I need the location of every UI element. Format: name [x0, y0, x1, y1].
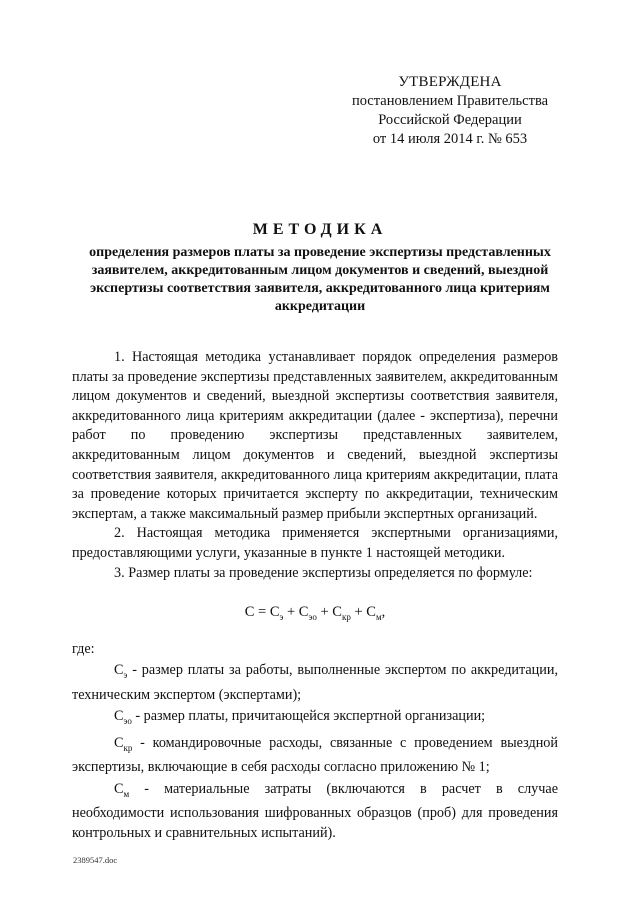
document-body: [72, 348, 558, 843]
paragraph-3: 3. Размер платы за проведение экспертизы определяется по формуле:: [114, 564, 533, 581]
paragraph-2: 2. Настоящая методика применяется экспертными организациями, предоставляющими услуги, указанные в пункте 1 настоящей методики.: [72, 525, 558, 561]
definition-ceo: $С_{эо}$ - размер платы, причитающейся экспертной организации;: [114, 708, 486, 727]
file-name-footer: 2389547.doc: [73, 855, 118, 865]
approval-heading: УТВЕРЖДЕНА: [398, 74, 502, 90]
definition-ce: $С_э$ - размер платы за работы, выполненные экспертом по аккредитации, техническим экспертом (экспертами);: [72, 662, 558, 703]
where-label: где:: [72, 640, 95, 657]
cost-formula: $С = С_э + С_{эо} + С_{кр} + С_м$,: [244, 604, 386, 623]
definition-ckr: $С_{кр}$ - командировочные расходы, связанные с проведением выездной экспертизы, включающие в себя расходы согласно приложению № 1;: [72, 734, 558, 776]
paragraph-1: 1. Настоящая методика устанавливает порядок определения размеров платы за проведение экспертизы представленных заявителем, аккредитованным лицом документов и сведений, выездной экспертизы соответствия заявителя, аккредитованного лица критериям аккредитации (далее - экспертиза), перечни работ по проведению экспертизы представленных заявителем, аккредитованным лицом документов и сведений, выездной экспертизы соответствия заявителя, аккредитованного лица критериям аккредитации, плата за проведение которых причитается эксперту по аккредитации, техническим экспертам, а также максимальный размер прибыли экспертных организаций.: [72, 349, 558, 522]
approval-line-2: Российской Федерации: [378, 112, 522, 128]
definition-cm: $С_м$ - материальные затраты (включаются в расчет в случае необходимости использования шифрованных образцов (проб) для проведения контрольных и сравнительных испытаний).: [72, 780, 558, 841]
approval-line-1: постановлением Правительства: [351, 93, 549, 109]
approval-line-3: от 14 июля 2014 г. № 653: [372, 131, 528, 147]
document-title: МЕТОДИКА: [252, 221, 388, 238]
approval-block: [330, 73, 570, 149]
document-subtitle: определения размеров платы за проведение экспертизы представленных заявителем, аккредитованным лицом документов и сведений, выездной экспертизы соответствия заявителя, аккредитованного лица критериям аккредитации: [89, 245, 551, 314]
